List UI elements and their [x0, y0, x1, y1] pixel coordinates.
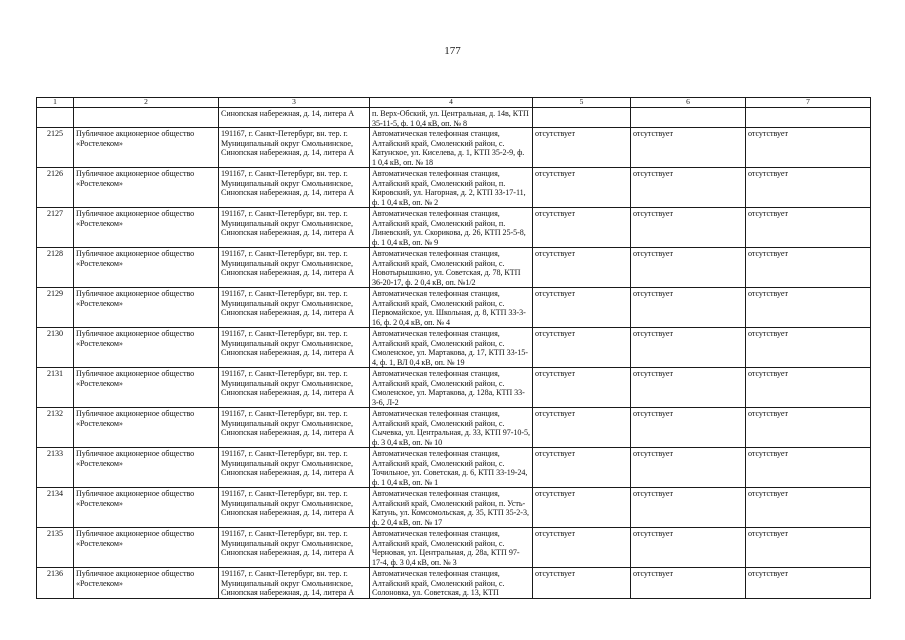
owner-name-cell: Публичное акционерное общество «Ростелеком» — [74, 168, 219, 208]
column-6-cell: отсутствует — [631, 448, 746, 488]
row-number-cell: 2131 — [37, 368, 74, 408]
row-number-cell: 2128 — [37, 248, 74, 288]
column-5-cell: отсутствует — [533, 528, 631, 568]
column-header: 5 — [533, 98, 631, 108]
column-7-cell: отсутствует — [746, 128, 871, 168]
object-description-cell: Автоматическая телефонная станция, Алтайский край, Смоленский район, с. Смоленское, ул. Мартакова, д. 128а, КТП 33-3-6, Л-2 — [370, 368, 533, 408]
table-row — [37, 328, 871, 368]
owner-address-cell: 191167, г. Санкт-Петербург, вн. тер. г. Муниципальный округ Смольнинское, Синопская набережная, д. 14, литера А — [219, 248, 370, 288]
row-number-cell: 2132 — [37, 408, 74, 448]
row-number-cell: 2134 — [37, 488, 74, 528]
column-5-cell: отсутствует — [533, 448, 631, 488]
column-5-cell: отсутствует — [533, 288, 631, 328]
owner-address-cell: 191167, г. Санкт-Петербург, вн. тер. г. Муниципальный округ Смольнинское, Синопская набережная, д. 14, литера А — [219, 328, 370, 368]
column-6-cell: отсутствует — [631, 288, 746, 328]
object-description-cell: Автоматическая телефонная станция, Алтайский край, Смоленский район, п. Усть-Катунь, ул. Комсомольская, д. 35, КТП 35-2-3, ф. 2 0,4 кВ, оп. № 17 — [370, 488, 533, 528]
column-6-cell: отсутствует — [631, 528, 746, 568]
column-7-cell: отсутствует — [746, 408, 871, 448]
owner-name-cell: Публичное акционерное общество «Ростелеком» — [74, 408, 219, 448]
owner-name-cell: Публичное акционерное общество «Ростелеком» — [74, 368, 219, 408]
column-header: 3 — [219, 98, 370, 108]
row-number-cell: 2136 — [37, 568, 74, 599]
row-number-cell: 2125 — [37, 128, 74, 168]
owner-address-cell: 191167, г. Санкт-Петербург, вн. тер. г. Муниципальный округ Смольнинское, Синопская набережная, д. 14, литера А — [219, 568, 370, 599]
column-6-cell: отсутствует — [631, 368, 746, 408]
column-6-cell: отсутствует — [631, 128, 746, 168]
column-5-cell: отсутствует — [533, 128, 631, 168]
row-number-cell: 2130 — [37, 328, 74, 368]
table-row — [37, 248, 871, 288]
column-5-cell: отсутствует — [533, 208, 631, 248]
column-7-cell: отсутствует — [746, 488, 871, 528]
column-7-cell: отсутствует — [746, 288, 871, 328]
column-6-cell: отсутствует — [631, 248, 746, 288]
column-5-cell: отсутствует — [533, 488, 631, 528]
owner-name-cell: Публичное акционерное общество «Ростелеком» — [74, 448, 219, 488]
object-description-cell: Автоматическая телефонная станция, Алтайский край, Смоленский район, п. Линевский, ул. Скорикова, д. 26, КТП 25-5-8, ф. 1 0,4 кВ, оп. № 9 — [370, 208, 533, 248]
column-header: 1 — [37, 98, 74, 108]
column-6-cell — [631, 108, 746, 128]
owner-name-cell: Публичное акционерное общество «Ростелеком» — [74, 128, 219, 168]
column-5-cell: отсутствует — [533, 248, 631, 288]
object-description-cell: п. Верх-Обский, ул. Центральная, д. 14в, КТП 35-11-5, ф. 1 0,4 кВ, оп. № 8 — [370, 108, 533, 128]
table-header-row — [37, 98, 871, 108]
column-6-cell: отсутствует — [631, 168, 746, 208]
row-number-cell: 2129 — [37, 288, 74, 328]
column-header: 7 — [746, 98, 871, 108]
column-6-cell: отсутствует — [631, 488, 746, 528]
owner-address-cell: 191167, г. Санкт-Петербург, вн. тер. г. Муниципальный округ Смольнинское, Синопская набережная, д. 14, литера А — [219, 208, 370, 248]
owner-name-cell — [74, 108, 219, 128]
column-header: 6 — [631, 98, 746, 108]
object-description-cell: Автоматическая телефонная станция, Алтайский край, Смоленский район, с. Сычевка, ул. Центральная, д. 33, КТП 97-10-5, ф. 3 0,4 кВ, оп. № 10 — [370, 408, 533, 448]
row-number-cell: 2127 — [37, 208, 74, 248]
column-7-cell: отсутствует — [746, 168, 871, 208]
object-description-cell: Автоматическая телефонная станция, Алтайский край, Смоленский район, с. Новотырышкино, ул. Советская, д. 78, КТП 36-20-17, ф. 2 0,4 кВ, оп. №1/2 — [370, 248, 533, 288]
owner-address-cell: 191167, г. Санкт-Петербург, вн. тер. г. Муниципальный округ Смольнинское, Синопская набережная, д. 14, литера А — [219, 408, 370, 448]
column-5-cell: отсутствует — [533, 168, 631, 208]
table-row — [37, 568, 871, 599]
column-5-cell: отсутствует — [533, 408, 631, 448]
object-description-cell: Автоматическая телефонная станция, Алтайский край, Смоленский район, с. Смоленское, ул. Мартакова, д. 17, КТП 33-15-4, ф. 1, ВЛ 0,4 кВ, оп. № 19 — [370, 328, 533, 368]
owner-name-cell: Публичное акционерное общество «Ростелеком» — [74, 488, 219, 528]
object-description-cell: Автоматическая телефонная станция, Алтайский край, Смоленский район, с. Черновая, ул. Центральная, д. 28а, КТП 97-17-4, ф. 3 0,4 кВ, оп. № 3 — [370, 528, 533, 568]
owner-address-cell: 191167, г. Санкт-Петербург, вн. тер. г. Муниципальный округ Смольнинское, Синопская набережная, д. 14, литера А — [219, 168, 370, 208]
table-row — [37, 208, 871, 248]
column-7-cell: отсутствует — [746, 328, 871, 368]
column-7-cell: отсутствует — [746, 528, 871, 568]
table-row — [37, 528, 871, 568]
owner-address-cell: 191167, г. Санкт-Петербург, вн. тер. г. Муниципальный округ Смольнинское, Синопская набережная, д. 14, литера А — [219, 488, 370, 528]
object-description-cell: Автоматическая телефонная станция, Алтайский край, Смоленский район, п. Кировский, ул. Нагорная, д. 2, КТП 33-17-11, ф. 1 0,4 кВ, оп. № 2 — [370, 168, 533, 208]
column-7-cell — [746, 108, 871, 128]
column-6-cell: отсутствует — [631, 208, 746, 248]
column-7-cell: отсутствует — [746, 208, 871, 248]
column-5-cell — [533, 108, 631, 128]
column-header: 4 — [370, 98, 533, 108]
owner-address-cell: 191167, г. Санкт-Петербург, вн. тер. г. Муниципальный округ Смольнинское, Синопская набережная, д. 14, литера А — [219, 288, 370, 328]
column-5-cell: отсутствует — [533, 328, 631, 368]
owner-address-cell: 191167, г. Санкт-Петербург, вн. тер. г. Муниципальный округ Смольнинское, Синопская набережная, д. 14, литера А — [219, 448, 370, 488]
table-row — [37, 288, 871, 328]
owner-address-cell: 191167, г. Санкт-Петербург, вн. тер. г. Муниципальный округ Смольнинское, Синопская набережная, д. 14, литера А — [219, 128, 370, 168]
column-7-cell: отсутствует — [746, 568, 871, 599]
column-6-cell: отсутствует — [631, 328, 746, 368]
table-row-continuation — [37, 108, 871, 128]
row-number-cell: 2135 — [37, 528, 74, 568]
owner-name-cell: Публичное акционерное общество «Ростелеком» — [74, 328, 219, 368]
table-row — [37, 448, 871, 488]
owner-name-cell: Публичное акционерное общество «Ростелеком» — [74, 288, 219, 328]
page-number: 177 — [444, 45, 461, 57]
column-6-cell: отсутствует — [631, 568, 746, 599]
object-description-cell: Автоматическая телефонная станция, Алтайский край, Смоленский район, с. Первомайское, ул. Школьная, д. 8, КТП 33-3-16, ф. 2 0,4 кВ, оп. № 4 — [370, 288, 533, 328]
table-row — [37, 408, 871, 448]
table-row — [37, 368, 871, 408]
table-row — [37, 488, 871, 528]
object-description-cell: Автоматическая телефонная станция, Алтайский край, Смоленский район, с. Катунское, ул. Киселева, д. 1, КТП 35-2-9, ф. 1 0,4 кВ, оп. № 18 — [370, 128, 533, 168]
column-7-cell: отсутствует — [746, 448, 871, 488]
owner-address-cell: Синопская набережная, д. 14, литера А — [219, 108, 370, 128]
owner-name-cell: Публичное акционерное общество «Ростелеком» — [74, 248, 219, 288]
row-number-cell: 2133 — [37, 448, 74, 488]
objects-table — [36, 97, 871, 599]
column-5-cell: отсутствует — [533, 368, 631, 408]
row-number-cell — [37, 108, 74, 128]
table-row — [37, 168, 871, 208]
row-number-cell: 2126 — [37, 168, 74, 208]
owner-name-cell: Публичное акционерное общество «Ростелеком» — [74, 528, 219, 568]
owner-address-cell: 191167, г. Санкт-Петербург, вн. тер. г. Муниципальный округ Смольнинское, Синопская набережная, д. 14, литера А — [219, 528, 370, 568]
owner-address-cell: 191167, г. Санкт-Петербург, вн. тер. г. Муниципальный округ Смольнинское, Синопская набережная, д. 14, литера А — [219, 368, 370, 408]
object-description-cell: Автоматическая телефонная станция, Алтайский край, Смоленский район, с. Солоновка, ул. Советская, д. 13, КТП — [370, 568, 533, 599]
column-7-cell: отсутствует — [746, 248, 871, 288]
column-5-cell: отсутствует — [533, 568, 631, 599]
column-6-cell: отсутствует — [631, 408, 746, 448]
column-7-cell: отсутствует — [746, 368, 871, 408]
owner-name-cell: Публичное акционерное общество «Ростелеком» — [74, 208, 219, 248]
table-row — [37, 128, 871, 168]
owner-name-cell: Публичное акционерное общество «Ростелеком» — [74, 568, 219, 599]
column-header: 2 — [74, 98, 219, 108]
object-description-cell: Автоматическая телефонная станция, Алтайский край, Смоленский район, с. Точильное, ул. Советская, д. 6, КТП 33-19-24, ф. 1 0,4 кВ, оп. № 1 — [370, 448, 533, 488]
